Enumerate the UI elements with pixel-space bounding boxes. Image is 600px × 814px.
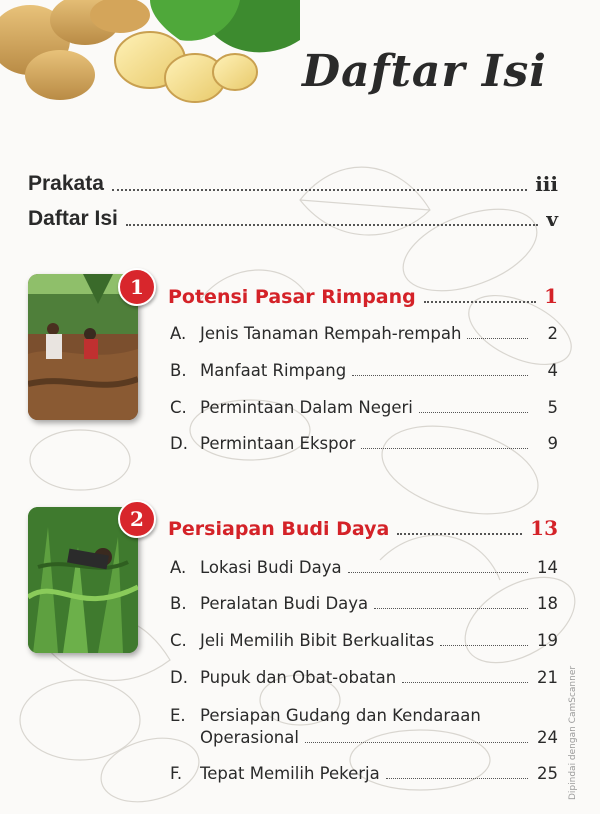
section-title: Jenis Tanaman Rempah-rempah: [200, 324, 462, 343]
chapter-title: Persiapan Budi Daya: [168, 518, 390, 540]
leader-dots: [419, 412, 528, 413]
toc-chapter-2[interactable]: [168, 512, 558, 540]
section-title-line2: Operasional: [200, 728, 299, 747]
chapter-2-number-badge: 2: [118, 500, 156, 538]
scanner-watermark: Dipindai dengan CamScanner: [568, 665, 578, 800]
section-letter: B.: [170, 594, 187, 613]
leader-dots: [440, 645, 528, 646]
toc-entry-label: Daftar Isi: [28, 207, 118, 230]
leader-dots: [361, 448, 528, 449]
toc-entry-prakata[interactable]: [28, 170, 558, 196]
toc-section-1a[interactable]: [170, 324, 558, 343]
section-page: 24: [537, 728, 558, 747]
section-page: 2: [547, 324, 558, 343]
chapter-1-number-badge: 1: [118, 268, 156, 306]
toc-chapter-1[interactable]: [168, 280, 558, 308]
section-page: 4: [547, 361, 558, 380]
section-letter: A.: [170, 324, 187, 343]
toc-section-2c[interactable]: [170, 631, 558, 650]
toc-section-2e[interactable]: [170, 706, 558, 747]
section-page: 25: [537, 764, 558, 783]
toc-section-1c[interactable]: [170, 398, 558, 417]
leader-dots: [397, 533, 522, 535]
section-page: 9: [547, 434, 558, 453]
section-letter: C.: [170, 398, 187, 417]
section-page: 21: [537, 668, 558, 687]
chapter-page: 1: [544, 284, 558, 308]
chapter-page: 13: [530, 516, 558, 540]
toc-entry-page: v: [546, 207, 558, 231]
toc-entry-page: iii: [535, 172, 558, 196]
leader-dots: [402, 682, 528, 683]
leader-dots: [348, 572, 528, 573]
section-title: Jeli Memilih Bibit Berkualitas: [200, 631, 435, 650]
toc-entry-daftar-isi[interactable]: [28, 205, 558, 231]
section-letter: D.: [170, 668, 188, 687]
section-letter: D.: [170, 434, 188, 453]
section-title: Permintaan Dalam Negeri: [200, 398, 413, 417]
leader-dots: [352, 375, 528, 376]
section-title: Tepat Memilih Pekerja: [200, 764, 380, 783]
leader-dots: [126, 224, 539, 226]
section-page: 5: [547, 398, 558, 417]
leader-dots: [112, 189, 527, 191]
section-letter: A.: [170, 558, 187, 577]
section-title: Permintaan Ekspor: [200, 434, 356, 453]
section-page: 14: [537, 558, 558, 577]
section-title: Lokasi Budi Daya: [200, 558, 342, 577]
toc-section-2a[interactable]: [170, 558, 558, 577]
toc-section-2b[interactable]: [170, 594, 558, 613]
toc-section-2d[interactable]: [170, 668, 558, 687]
section-letter: F.: [170, 764, 183, 783]
chapter-title: Potensi Pasar Rimpang: [168, 286, 416, 308]
section-page: 18: [537, 594, 558, 613]
leader-dots: [305, 742, 528, 743]
section-page: 19: [537, 631, 558, 650]
toc-section-1b[interactable]: [170, 361, 558, 380]
leader-dots: [467, 338, 528, 339]
toc-section-2f[interactable]: [170, 764, 558, 783]
section-title: Peralatan Budi Daya: [200, 594, 369, 613]
page-title: Daftar Isi: [302, 46, 547, 97]
section-letter: B.: [170, 361, 187, 380]
toc-entry-label: Prakata: [28, 172, 104, 195]
leader-dots: [424, 301, 536, 303]
section-letter: E.: [170, 706, 186, 725]
section-title: Pupuk dan Obat-obatan: [200, 668, 397, 687]
toc-section-1d[interactable]: [170, 434, 558, 453]
section-letter: C.: [170, 631, 187, 650]
leader-dots: [374, 608, 528, 609]
ginger-header-image: [0, 0, 300, 112]
leader-dots: [386, 778, 528, 779]
section-title-line1: Persiapan Gudang dan Kendaraan: [200, 706, 481, 725]
section-title: Manfaat Rimpang: [200, 361, 347, 380]
